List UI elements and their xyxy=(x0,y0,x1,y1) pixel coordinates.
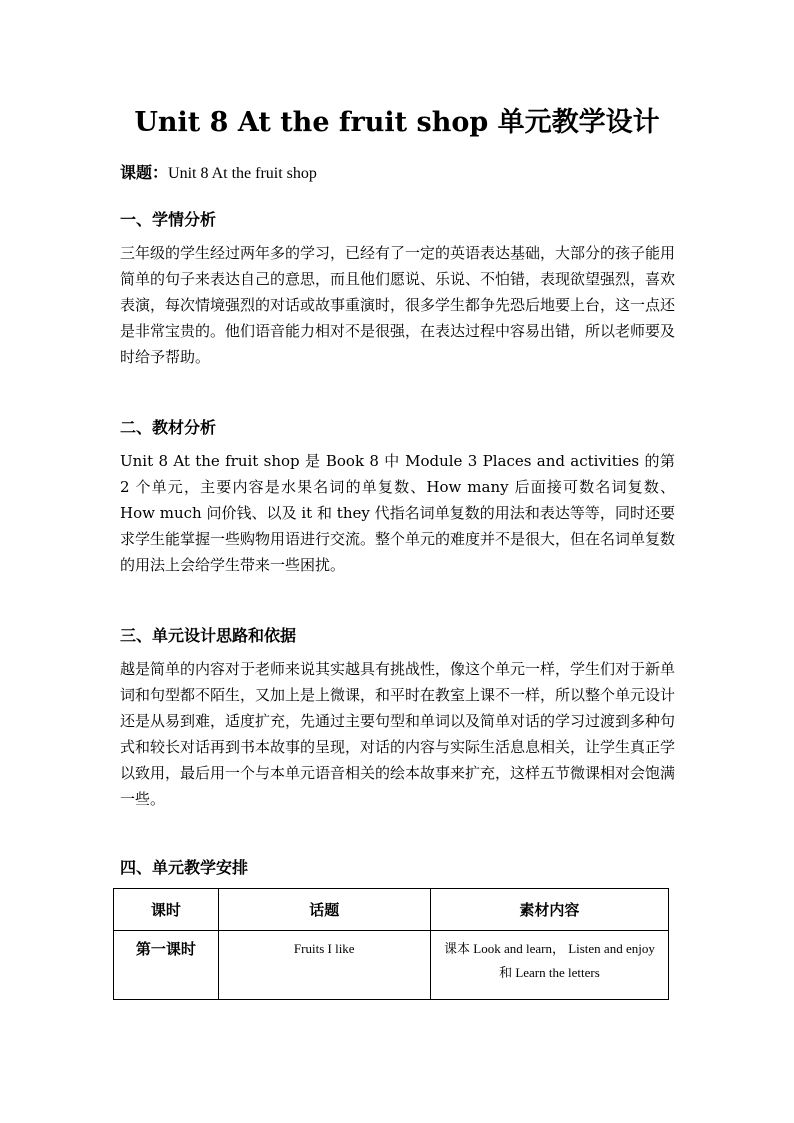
table-header-row xyxy=(114,889,669,931)
table-row xyxy=(114,931,669,1000)
section-heading-textbook-analysis: 二、教材分析 xyxy=(120,418,217,437)
cell-topic: Fruits I like xyxy=(218,931,430,1000)
header-period: 课时 xyxy=(114,889,219,931)
header-topic: 话题 xyxy=(218,889,430,931)
subject-label: 课题： xyxy=(120,163,169,182)
section-heading-teaching-schedule: 四、单元教学安排 xyxy=(120,858,249,877)
header-material: 素材内容 xyxy=(430,889,668,931)
document-title: Unit 8 At the fruit shop 单元教学设计 xyxy=(134,107,660,138)
section-text-learner-analysis: 三年级的学生经过两年多的学习，已经有了一定的英语表达基础，大部分的孩子能用简单的句子来表达自己的意思，而且他们愿说、乐说、不怕错，表现欲望强烈，喜欢表演，每次情境强烈的对话或故事重演时，很多学生都争先恐后地要上台，这一点还是非常宝贵的。他们语音能力相对不是很强，在表达过程中容易出错，所以老师要及时给予帮助。 xyxy=(120,244,676,366)
section-text-textbook-analysis: Unit 8 At the fruit shop 是 Book 8 中 Module 3 Places and activities 的第 2 个单元，主要内容是水果名词的单复数、How many 后面接可数名词复数、How much 问价钱、以及 it 和 they 代指名词单复数的用法和表达等等，同时还要求学生能掌握一些购物用语进行交流。整个单元的难度并不是很大，但在名词单复数的用法上会给学生带来一些困扰。 xyxy=(120,452,676,574)
section-text-design-rationale: 越是简单的内容对于老师来说其实越具有挑战性，像这个单元一样，学生们对于新单词和句型都不陌生，又加上是上微课，和平时在教室上课不一样，所以整个单元设计还是从易到难，适度扩充，先通过主要句型和单词以及简单对话的学习过渡到多种句式和较长对话再到书本故事的呈现，对话的内容与实际生活息息相关，让学生真正学以致用，最后用一个与本单元语音相关的绘本故事来扩充，这样五节微课相对会饱满一些。 xyxy=(120,660,676,808)
section-heading-learner-analysis: 一、学情分析 xyxy=(120,210,217,229)
schedule-table xyxy=(113,888,669,1000)
cell-period: 第一课时 xyxy=(114,931,219,1000)
subject-line xyxy=(120,160,317,183)
section-heading-design-rationale: 三、单元设计思路和依据 xyxy=(120,626,297,645)
cell-material: 课本 Look and learn， Listen and enjoy 和 Learn the letters xyxy=(430,931,668,1000)
subject-value: Unit 8 At the fruit shop xyxy=(168,165,317,182)
